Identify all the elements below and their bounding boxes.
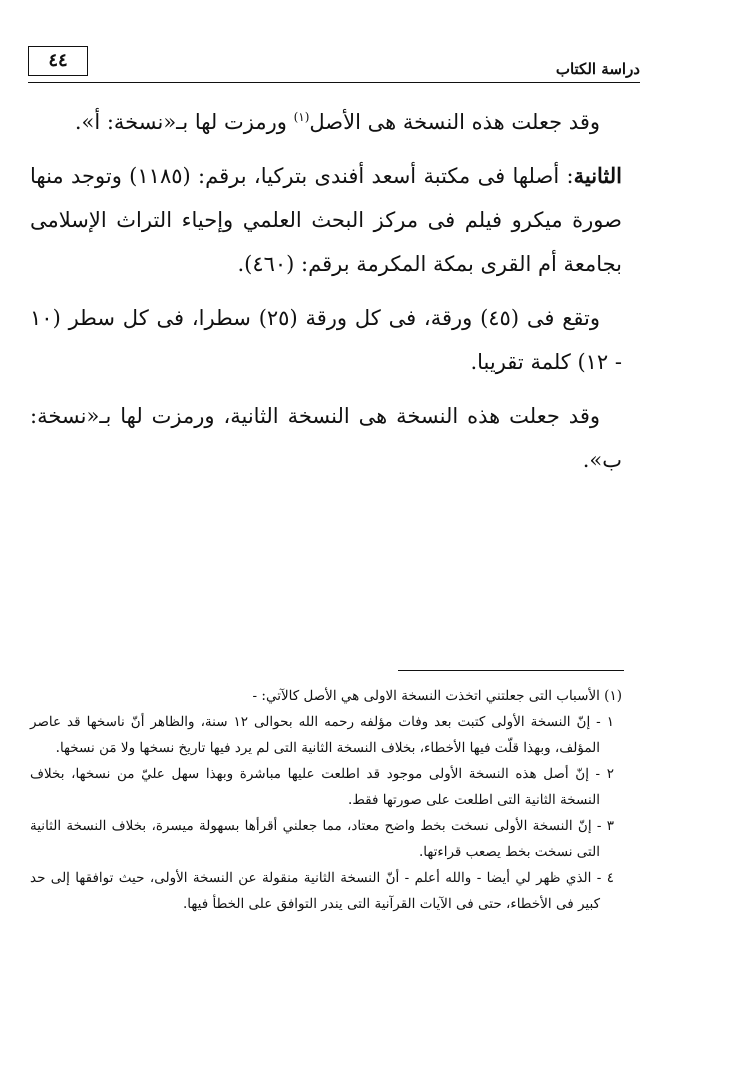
paragraph-symbol: وقد جعلت هذه النسخة هى النسخة الثانية، ورمزت لها بـ«نسخة: ب». bbox=[30, 404, 622, 472]
page-header bbox=[28, 46, 640, 86]
section-term: الثانية bbox=[573, 163, 623, 188]
paragraph-text: وقد جعلت هذه النسخة هى الأصل bbox=[309, 110, 600, 134]
paragraph-first-copy bbox=[30, 100, 622, 144]
header-rule bbox=[28, 82, 640, 83]
footnote-item: ٤ - الذي ظهر لي أيضا - والله أعلم - أنّ النسخة الثانية منقولة عن النسخة الأولى، حيث توافقها إلى حد كبير فى الأخطاء، حتى فى الآيات القرآنية التى يندر التوافق على الخطأ فيها. bbox=[30, 870, 614, 912]
footnote-separator bbox=[398, 670, 624, 671]
paragraph-text: ورمزت لها بـ«نسخة: أ». bbox=[74, 110, 294, 134]
paragraph-pages: وتقع فى (٤٥) ورقة، فى كل ورقة (٢٥) سطرا، فى كل سطر (١٠ - ١٢) كلمة تقريبا. bbox=[30, 306, 622, 374]
page-number-box: ٤٤ bbox=[28, 46, 88, 76]
main-text bbox=[30, 100, 622, 492]
footnote-item: ٣ - إنّ النسخة الأولى نسخت بخط واضح معتاد، مما جعلني أقرأها بسهولة ميسرة، بخلاف النسخة الثانية التى نسخت بخط يصعب قراءتها. bbox=[30, 818, 614, 860]
footnote-item: ١ - إنّ النسخة الأولى كتبت بعد وفات مؤلفه رحمه الله بحوالى ١٢ سنة، والظاهر أنّ ناسخها قد عاصر المؤلف، وبهذا قلّت فيها الأخطاء، بخلاف النسخة الثانية التى لم يرد فيها تاريخ نسخها ولا مَن نسخها. bbox=[30, 714, 614, 756]
footnotes bbox=[30, 683, 622, 917]
footnote-item: ٢ - إنّ أصل هذه النسخة الأولى موجود قد اطلعت عليها مباشرة وبهذا سهل عليّ من نسخها، بخلاف النسخة الثانية التى اطلعت على صورتها فقط. bbox=[30, 766, 614, 808]
paragraph-text: : أصلها فى مكتبة أسعد أفندى بتركيا، برقم: (١١٨٥) وتوجد منها صورة ميكرو فيلم فى مركز البحث العلمي وإحياء التراث الإسلامى بجامعة أم القرى بمكة المكرمة برقم: (٤٦٠). bbox=[30, 164, 622, 276]
footnote-ref: (١) bbox=[293, 110, 310, 124]
running-title: دراسة الكتاب bbox=[555, 60, 640, 78]
paragraph-second-copy bbox=[30, 154, 622, 286]
footnote-title: (١) الأسباب التى جعلتني اتخذت النسخة الاولى هي الأصل كالآتي: - bbox=[252, 688, 622, 704]
